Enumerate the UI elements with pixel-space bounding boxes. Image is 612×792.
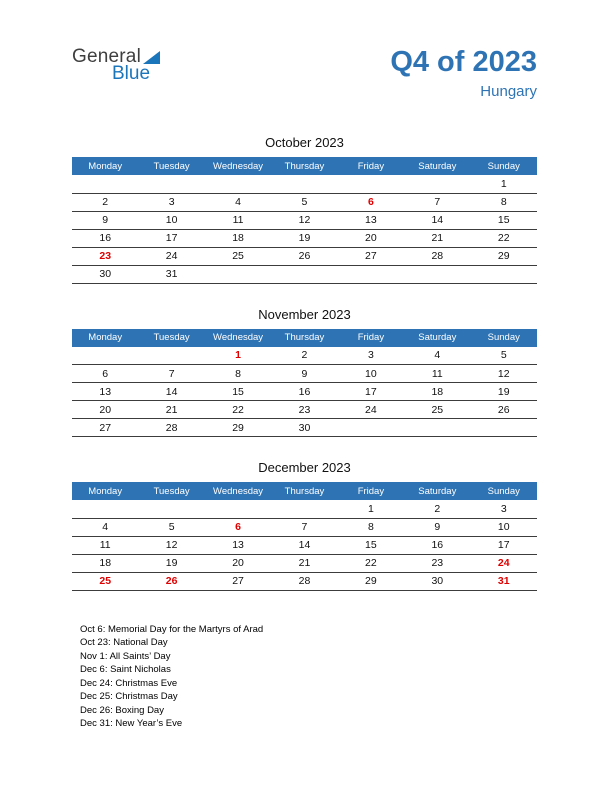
day-cell: 4 bbox=[404, 347, 470, 365]
empty-day-cell bbox=[471, 419, 537, 437]
day-cell: 13 bbox=[72, 383, 138, 401]
week-row bbox=[72, 365, 537, 383]
weekday-header-monday: Monday bbox=[72, 329, 138, 347]
day-cell: 22 bbox=[338, 554, 404, 572]
day-cell: 19 bbox=[471, 383, 537, 401]
weekday-header-monday: Monday bbox=[72, 157, 138, 175]
calendar-table-october bbox=[72, 157, 537, 284]
day-cell: 9 bbox=[271, 365, 337, 383]
day-cell: 2 bbox=[72, 193, 138, 211]
day-cell: 17 bbox=[138, 229, 204, 247]
calendar-table-december bbox=[72, 482, 537, 591]
day-cell: 28 bbox=[138, 419, 204, 437]
day-cell: 27 bbox=[338, 247, 404, 265]
day-cell: 7 bbox=[404, 193, 470, 211]
weekday-header-friday: Friday bbox=[338, 329, 404, 347]
weekday-header-row bbox=[72, 482, 537, 500]
day-cell: 4 bbox=[72, 518, 138, 536]
day-cell: 1 bbox=[471, 175, 537, 193]
day-cell: 14 bbox=[271, 536, 337, 554]
weekday-header-row bbox=[72, 157, 537, 175]
weekday-header-wednesday: Wednesday bbox=[205, 329, 271, 347]
day-cell: 18 bbox=[205, 229, 271, 247]
holiday-note: Dec 31: New Year’s Eve bbox=[80, 718, 183, 729]
holiday-notes-list bbox=[80, 623, 537, 731]
day-cell: 2 bbox=[404, 500, 470, 518]
weekday-header-thursday: Thursday bbox=[271, 329, 337, 347]
weekday-header-monday: Monday bbox=[72, 482, 138, 500]
day-cell: 3 bbox=[138, 193, 204, 211]
day-cell: 22 bbox=[471, 229, 537, 247]
empty-day-cell bbox=[338, 419, 404, 437]
day-cell: 20 bbox=[72, 401, 138, 419]
month-november bbox=[72, 307, 537, 438]
day-cell: 21 bbox=[404, 229, 470, 247]
weekday-header-saturday: Saturday bbox=[404, 157, 470, 175]
day-cell: 15 bbox=[471, 211, 537, 229]
day-cell: 11 bbox=[205, 211, 271, 229]
day-cell: 1 bbox=[205, 347, 271, 365]
day-cell: 4 bbox=[205, 193, 271, 211]
day-cell: 8 bbox=[338, 518, 404, 536]
day-cell: 11 bbox=[404, 365, 470, 383]
empty-day-cell bbox=[138, 175, 204, 193]
day-cell: 11 bbox=[72, 536, 138, 554]
holiday-note: Nov 1: All Saints’ Day bbox=[80, 650, 171, 662]
day-cell: 28 bbox=[271, 572, 337, 590]
day-cell: 13 bbox=[205, 536, 271, 554]
day-cell: 30 bbox=[271, 419, 337, 437]
day-cell: 31 bbox=[471, 572, 537, 590]
calendar-table-november bbox=[72, 329, 537, 438]
day-cell: 26 bbox=[138, 572, 204, 590]
day-cell: 3 bbox=[471, 500, 537, 518]
weekday-header-friday: Friday bbox=[338, 157, 404, 175]
holiday-note: Dec 24: Christmas Eve bbox=[80, 677, 178, 689]
month-october bbox=[72, 135, 537, 284]
day-cell: 22 bbox=[205, 401, 271, 419]
weekday-header-row bbox=[72, 329, 537, 347]
week-row bbox=[72, 419, 537, 437]
day-cell: 12 bbox=[271, 211, 337, 229]
weekday-header-tuesday: Tuesday bbox=[138, 329, 204, 347]
day-cell: 10 bbox=[138, 211, 204, 229]
day-cell: 14 bbox=[138, 383, 204, 401]
month-december bbox=[72, 460, 537, 591]
day-cell: 7 bbox=[271, 518, 337, 536]
weekday-header-wednesday: Wednesday bbox=[205, 482, 271, 500]
day-cell: 10 bbox=[338, 365, 404, 383]
empty-day-cell bbox=[338, 265, 404, 283]
day-cell: 6 bbox=[338, 193, 404, 211]
day-cell: 21 bbox=[138, 401, 204, 419]
holiday-note: Oct 23: National Day bbox=[80, 637, 168, 648]
day-cell: 10 bbox=[471, 518, 537, 536]
day-cell: 30 bbox=[72, 265, 138, 283]
title-block bbox=[390, 47, 537, 100]
day-cell: 9 bbox=[72, 211, 138, 229]
day-cell: 16 bbox=[72, 229, 138, 247]
month-title-december: December 2023 bbox=[258, 460, 351, 475]
week-row bbox=[72, 247, 537, 265]
day-cell: 29 bbox=[205, 419, 271, 437]
empty-day-cell bbox=[271, 265, 337, 283]
empty-day-cell bbox=[205, 500, 271, 518]
day-cell: 25 bbox=[72, 572, 138, 590]
week-row bbox=[72, 265, 537, 283]
day-cell: 1 bbox=[338, 500, 404, 518]
week-row bbox=[72, 536, 537, 554]
day-cell: 5 bbox=[138, 518, 204, 536]
day-cell: 29 bbox=[338, 572, 404, 590]
day-cell: 8 bbox=[205, 365, 271, 383]
day-cell: 25 bbox=[205, 247, 271, 265]
day-cell: 23 bbox=[404, 554, 470, 572]
page-subtitle: Hungary bbox=[480, 82, 537, 100]
holiday-note: Oct 6: Memorial Day for the Martyrs of Arad bbox=[80, 623, 264, 635]
day-cell: 19 bbox=[138, 554, 204, 572]
weekday-header-sunday: Sunday bbox=[471, 157, 537, 175]
week-row bbox=[72, 347, 537, 365]
week-row bbox=[72, 518, 537, 536]
empty-day-cell bbox=[72, 500, 138, 518]
weekday-header-saturday: Saturday bbox=[404, 329, 470, 347]
week-row bbox=[72, 401, 537, 419]
weekday-header-saturday: Saturday bbox=[404, 482, 470, 500]
week-row bbox=[72, 572, 537, 590]
day-cell: 26 bbox=[271, 247, 337, 265]
week-row bbox=[72, 175, 537, 193]
day-cell: 21 bbox=[271, 554, 337, 572]
day-cell: 6 bbox=[72, 365, 138, 383]
weekday-header-tuesday: Tuesday bbox=[138, 157, 204, 175]
empty-day-cell bbox=[338, 175, 404, 193]
week-row bbox=[72, 500, 537, 518]
day-cell: 9 bbox=[404, 518, 470, 536]
day-cell: 23 bbox=[271, 401, 337, 419]
empty-day-cell bbox=[138, 500, 204, 518]
empty-day-cell bbox=[72, 175, 138, 193]
week-row bbox=[72, 554, 537, 572]
empty-day-cell bbox=[271, 500, 337, 518]
week-row bbox=[72, 193, 537, 211]
page-title: Q4 of 2023 bbox=[390, 46, 537, 78]
page-header bbox=[72, 47, 537, 109]
logo-text-blue: Blue bbox=[112, 63, 151, 84]
empty-day-cell bbox=[404, 265, 470, 283]
day-cell: 5 bbox=[271, 193, 337, 211]
weekday-header-sunday: Sunday bbox=[471, 482, 537, 500]
day-cell: 23 bbox=[72, 247, 138, 265]
day-cell: 29 bbox=[471, 247, 537, 265]
day-cell: 3 bbox=[338, 347, 404, 365]
month-title-november: November 2023 bbox=[258, 306, 351, 322]
empty-day-cell bbox=[72, 347, 138, 365]
day-cell: 28 bbox=[404, 247, 470, 265]
day-cell: 27 bbox=[205, 572, 271, 590]
day-cell: 17 bbox=[338, 383, 404, 401]
day-cell: 12 bbox=[471, 365, 537, 383]
day-cell: 20 bbox=[338, 229, 404, 247]
holiday-note: Dec 25: Christmas Day bbox=[80, 691, 178, 702]
empty-day-cell bbox=[271, 175, 337, 193]
logo-text-general: General bbox=[72, 46, 141, 67]
day-cell: 20 bbox=[205, 554, 271, 572]
empty-day-cell bbox=[205, 175, 271, 193]
day-cell: 14 bbox=[404, 211, 470, 229]
weekday-header-friday: Friday bbox=[338, 482, 404, 500]
day-cell: 16 bbox=[271, 383, 337, 401]
weekday-header-tuesday: Tuesday bbox=[138, 482, 204, 500]
day-cell: 24 bbox=[138, 247, 204, 265]
day-cell: 15 bbox=[205, 383, 271, 401]
day-cell: 16 bbox=[404, 536, 470, 554]
weekday-header-sunday: Sunday bbox=[471, 329, 537, 347]
weekday-header-thursday: Thursday bbox=[271, 482, 337, 500]
week-row bbox=[72, 383, 537, 401]
day-cell: 2 bbox=[271, 347, 337, 365]
day-cell: 17 bbox=[471, 536, 537, 554]
empty-day-cell bbox=[138, 347, 204, 365]
day-cell: 6 bbox=[205, 518, 271, 536]
day-cell: 13 bbox=[338, 211, 404, 229]
day-cell: 26 bbox=[471, 401, 537, 419]
week-row bbox=[72, 211, 537, 229]
day-cell: 24 bbox=[471, 554, 537, 572]
day-cell: 27 bbox=[72, 419, 138, 437]
day-cell: 12 bbox=[138, 536, 204, 554]
day-cell: 5 bbox=[471, 347, 537, 365]
holiday-note: Dec 6: Saint Nicholas bbox=[80, 664, 171, 675]
day-cell: 31 bbox=[138, 265, 204, 283]
weekday-header-thursday: Thursday bbox=[271, 157, 337, 175]
day-cell: 19 bbox=[271, 229, 337, 247]
holiday-note: Dec 26: Boxing Day bbox=[80, 704, 164, 716]
day-cell: 18 bbox=[404, 383, 470, 401]
weekday-header-wednesday: Wednesday bbox=[205, 157, 271, 175]
empty-day-cell bbox=[404, 419, 470, 437]
day-cell: 24 bbox=[338, 401, 404, 419]
week-row bbox=[72, 229, 537, 247]
empty-day-cell bbox=[205, 265, 271, 283]
empty-day-cell bbox=[404, 175, 470, 193]
day-cell: 8 bbox=[471, 193, 537, 211]
general-blue-logo bbox=[72, 47, 160, 83]
day-cell: 7 bbox=[138, 365, 204, 383]
empty-day-cell bbox=[471, 265, 537, 283]
day-cell: 15 bbox=[338, 536, 404, 554]
day-cell: 18 bbox=[72, 554, 138, 572]
day-cell: 25 bbox=[404, 401, 470, 419]
day-cell: 30 bbox=[404, 572, 470, 590]
month-title-october: October 2023 bbox=[265, 135, 344, 150]
